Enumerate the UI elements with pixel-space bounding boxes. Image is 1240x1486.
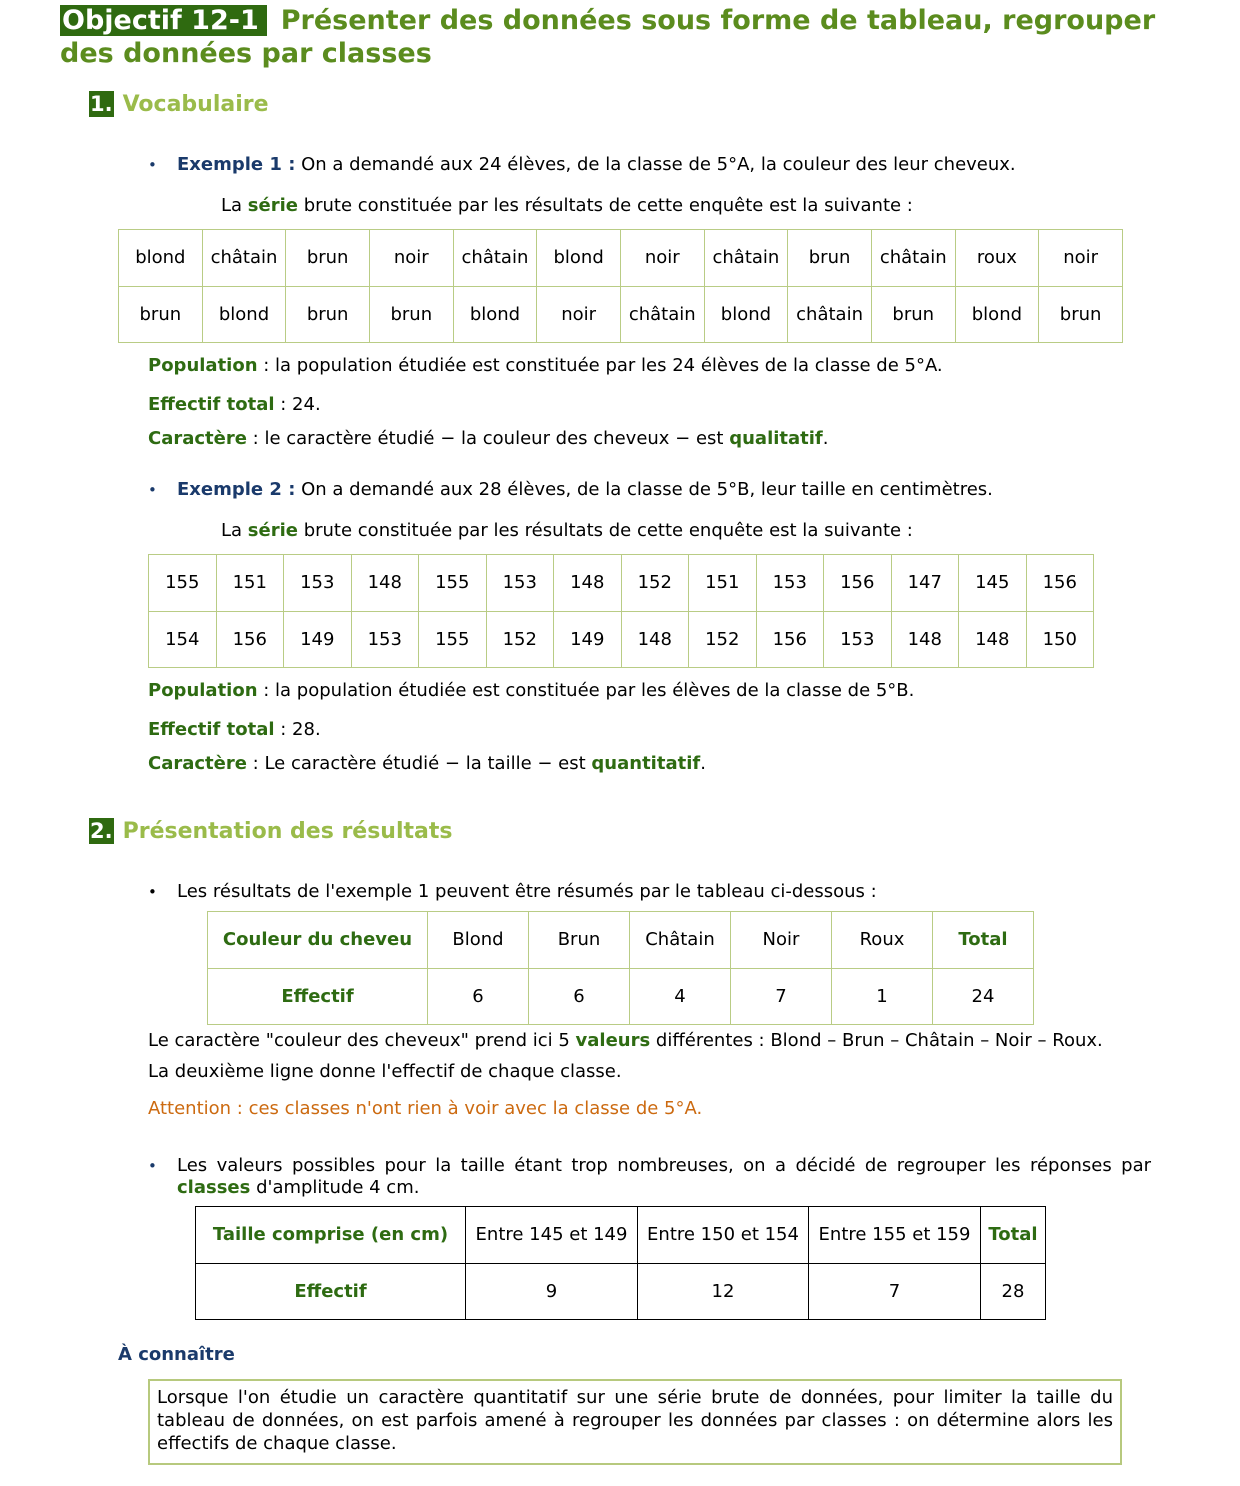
table-cell: 156 [1026,555,1094,612]
table-cell: 151 [216,555,284,612]
table-cell: Entre 145 et 149 [466,1207,638,1264]
second-row-paragraph: La deuxième ligne donne l'effectif de chaque classe. [148,1061,622,1082]
effectif-total-2 [148,719,321,741]
population-1 [148,355,943,377]
population-text: : la population étudiée est constituée par les élèves de la classe de 5°B. [257,680,915,701]
table-cell: Roux [832,912,933,969]
section-2-heading [89,818,453,844]
table-cell: brun [871,286,955,343]
bullet-icon: • [148,481,157,499]
table-cell: Châtain [630,912,731,969]
bullet-summary-1 [148,881,877,903]
table-cell: châtain [620,286,704,343]
valeurs-keyword: valeurs [575,1030,651,1051]
example-2 [148,479,993,501]
serie-keyword: série [247,520,298,541]
table-cell: noir [369,230,453,287]
table-cell: Entre 150 et 154 [638,1207,809,1264]
table-cell: 151 [689,555,757,612]
table-cell: 147 [891,555,959,612]
raw-data-table-1 [118,229,1123,343]
table-cell: blond [119,230,203,287]
table-cell: 155 [419,555,487,612]
table-cell: brun [286,230,370,287]
text: brute constituée par les résultats de cette enquête est la suivante : [297,195,913,216]
example-text: On a demandé aux 28 élèves, de la classe de 5°B, leur taille en centimètres. [295,479,993,500]
table-cell: noir [1039,230,1123,287]
table-cell: 148 [554,555,622,612]
table-cell: 148 [891,611,959,668]
table-cell: 156 [216,611,284,668]
table-row [196,1207,1046,1264]
table-cell: châtain [704,230,788,287]
row-header-cell: Effectif [208,968,428,1025]
table-cell: Entre 155 et 159 [809,1207,981,1264]
table-cell: 153 [486,555,554,612]
table-cell: 155 [419,611,487,668]
population-2 [148,680,914,702]
table-row [119,230,1123,287]
effectif-label: Effectif total [148,394,275,415]
example-label: Exemple 1 : [177,154,296,175]
section-title: Vocabulaire [122,91,269,117]
text: . [822,428,829,449]
table-cell: 7 [809,1263,981,1320]
effectif-text: : 28. [274,719,321,740]
row-header-cell: Effectif [196,1263,466,1320]
table-cell: 12 [638,1263,809,1320]
table-cell: Blond [428,912,529,969]
table-row [149,555,1094,612]
table-cell: 152 [689,611,757,668]
caractere-label: Caractère [148,753,247,774]
table-cell: brun [1039,286,1123,343]
table-cell: 152 [621,555,689,612]
table-cell: 4 [630,968,731,1025]
table-cell: 24 [933,968,1034,1025]
table-cell: 155 [149,555,217,612]
definition-box: Lorsque l'on étudie un caractère quantitatif sur une série brute de données, pour limiter la taille du tableau de données, on est parfois amené à regrouper les données par classes : on détermine alors les effectifs de chaque classe. [148,1379,1122,1465]
effectif-total-1 [148,394,321,416]
bullet-icon: • [148,1157,157,1175]
caractere-type: qualitatif [729,428,823,449]
serie-keyword: série [247,195,298,216]
text: . [700,753,706,774]
table-cell: blond [202,286,286,343]
table-cell: brun [286,286,370,343]
table-cell: brun [369,286,453,343]
classes-keyword: classes [177,1177,251,1198]
table-cell: 156 [824,555,892,612]
bullet-icon: • [148,156,157,174]
text: brute constituée par les résultats de cette enquête est la suivante : [297,520,913,541]
values-paragraph [148,1030,1103,1052]
row-header-cell: Taille comprise (en cm) [196,1207,466,1264]
table-cell: 148 [959,611,1027,668]
population-text: : la population étudiée est constituée par les 24 élèves de la classe de 5°A. [257,355,943,376]
table-cell: 149 [284,611,352,668]
table-cell: châtain [202,230,286,287]
table-cell: 149 [554,611,622,668]
population-label: Population [148,680,258,701]
table-cell: 154 [149,611,217,668]
objective-badge: Objectif 12-1 [60,5,267,36]
table-cell: blond [955,286,1039,343]
page-title [60,4,1200,70]
bullet-icon: • [148,883,157,901]
table-cell: 156 [756,611,824,668]
attention-note: Attention : ces classes n'ont rien à voir avec la classe de 5°A. [148,1098,703,1119]
table-cell: brun [119,286,203,343]
caractere-1 [148,428,829,450]
table-cell: châtain [453,230,537,287]
table-cell: Brun [529,912,630,969]
table-cell: 153 [756,555,824,612]
table-cell: 28 [981,1263,1046,1320]
table-cell: brun [788,230,872,287]
table-cell: 1 [832,968,933,1025]
section-number: 2. [90,819,113,843]
table-cell: 153 [824,611,892,668]
table-row [196,1263,1046,1320]
example-label: Exemple 2 : [177,479,296,500]
text: La [221,195,248,216]
row-header-cell: Couleur du cheveu [208,912,428,969]
raw-data-table-2 [148,554,1094,668]
table-cell: 6 [428,968,529,1025]
text: d'amplitude 4 cm. [250,1177,420,1198]
bullet-text: Les valeurs possibles pour la taille étant trop nombreuses, on a décidé de regrouper les réponses par [177,1155,1151,1176]
serie-intro [221,520,913,542]
table-cell: 7 [731,968,832,1025]
section-title: Présentation des résultats [122,818,453,844]
effectif-label: Effectif total [148,719,275,740]
table-cell: 153 [351,611,419,668]
serie-intro [221,195,913,217]
table-cell: châtain [788,286,872,343]
table-row [119,286,1123,343]
table-cell: 153 [284,555,352,612]
table-cell: blond [453,286,537,343]
table-cell: 148 [351,555,419,612]
table-cell: 6 [529,968,630,1025]
caractere-text: : le caractère étudié − la couleur des cheveux − est [246,428,730,449]
table-cell: noir [620,230,704,287]
table-cell: 145 [959,555,1027,612]
effectif-text: : 24. [274,394,321,415]
caractere-type: quantitatif [591,753,701,774]
table-row [208,968,1034,1025]
table-row [208,912,1034,969]
caractere-text: : Le caractère étudié − la taille − est [246,753,592,774]
table-cell: châtain [871,230,955,287]
table-cell: roux [955,230,1039,287]
table-cell: 148 [621,611,689,668]
caractere-2 [148,753,706,775]
table-cell: Total [981,1207,1046,1264]
title-text: Présenter des données sous forme de tableau, regrouper des données par classes [60,5,1156,69]
bullet-text: Les résultats de l'exemple 1 peuvent être résumés par le tableau ci-dessous : [177,881,877,902]
frequency-table-sizes [195,1206,1046,1320]
text: La [221,520,248,541]
text: Le caractère "couleur des cheveux" prend ici 5 [148,1030,576,1051]
table-cell: blond [537,230,621,287]
section-1-heading [89,91,269,117]
table-cell: Noir [731,912,832,969]
bullet-classes [148,1155,1151,1199]
frequency-table-colors [207,911,1034,1025]
table-row [149,611,1094,668]
table-cell: blond [704,286,788,343]
table-cell: 150 [1026,611,1094,668]
a-connaitre-heading: À connaître [118,1344,235,1365]
table-cell: Total [933,912,1034,969]
caractere-label: Caractère [148,428,247,449]
table-cell: noir [537,286,621,343]
section-number: 1. [90,92,113,116]
example-1 [148,154,1016,176]
example-text: On a demandé aux 24 élèves, de la classe de 5°A, la couleur des leur cheveux. [295,154,1016,175]
population-label: Population [148,355,258,376]
table-cell: 9 [466,1263,638,1320]
table-cell: 152 [486,611,554,668]
text: différentes : Blond – Brun – Châtain – Noir – Roux. [650,1030,1103,1051]
